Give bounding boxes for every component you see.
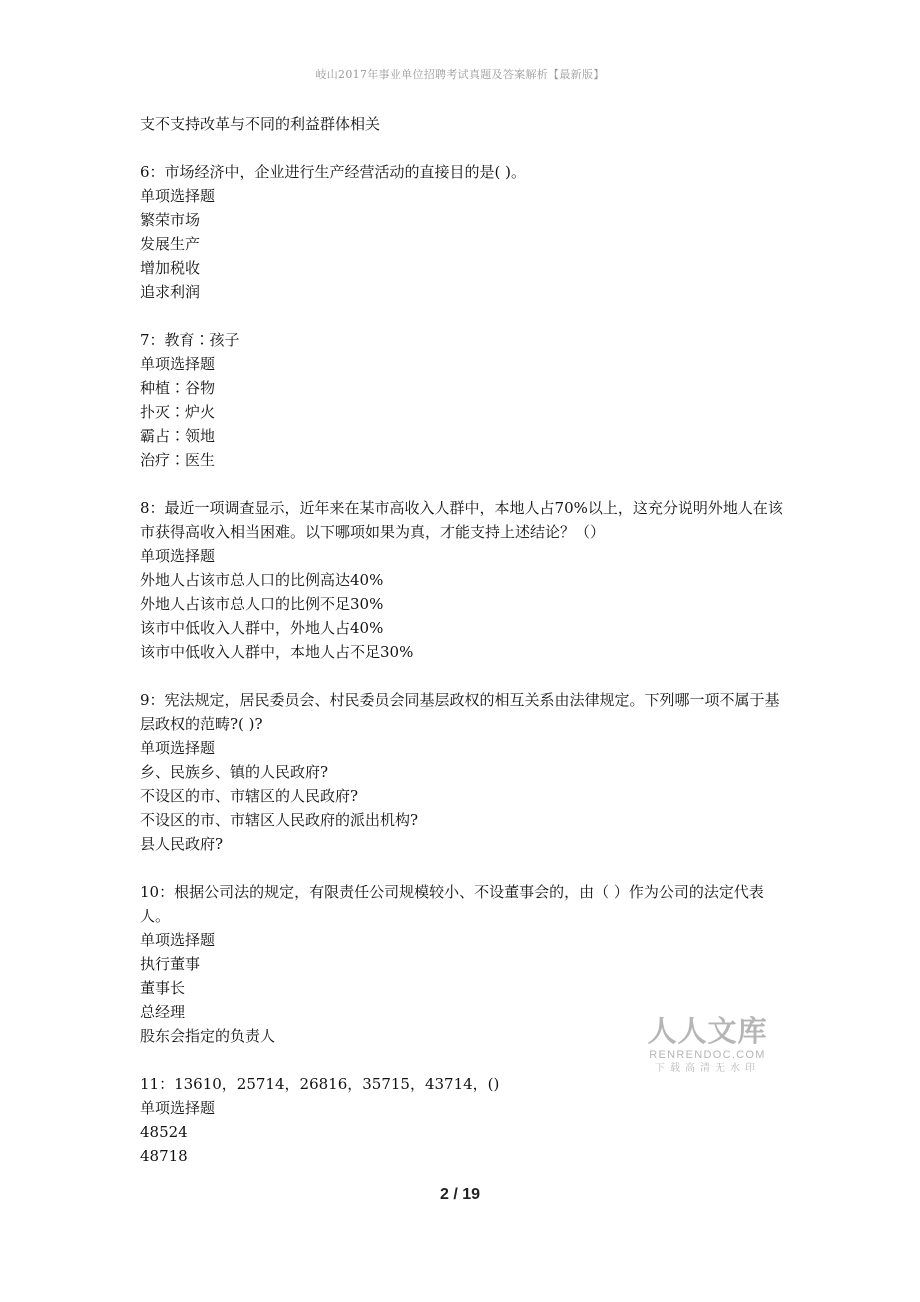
option-4: 股东会指定的负责人	[140, 1027, 276, 1045]
intro-line: 支不支持改革与不同的利益群体相关	[140, 115, 381, 133]
question-type: 单项选择题	[140, 547, 216, 565]
option-1: 48524	[140, 1123, 188, 1141]
option-4: 该市中低收入人群中，本地人占不足30%	[140, 643, 414, 661]
question-text: 10：根据公司法的规定，有限责任公司规模较小、不设董事会的，由（ ）作为公司的法定代表人。	[140, 883, 764, 925]
question-text: 9：宪法规定，居民委员会、村民委员会同基层政权的相互关系由法律规定。下列哪一项不属于基层政权的范畴?( )?	[140, 691, 780, 733]
question-7	[140, 328, 785, 472]
question-text: 8：最近一项调查显示，近年来在某市高收入人群中，本地人占70%以上，这充分说明外地人在该市获得高收入相当困难。以下哪项如果为真，才能支持上述结论？（）	[140, 499, 783, 541]
option-2: 扑灭∶炉火	[140, 403, 216, 421]
question-type: 单项选择题	[140, 931, 216, 949]
question-9	[140, 688, 785, 856]
option-1: 繁荣市场	[140, 211, 201, 229]
question-type: 单项选择题	[140, 739, 216, 757]
question-type: 单项选择题	[140, 1099, 216, 1117]
option-3: 总经理	[140, 1003, 186, 1021]
option-2: 外地人占该市总人口的比例不足30%	[140, 595, 384, 613]
page-header: 岐山2017年事业单位招聘考试真题及答案解析【最新版】	[315, 68, 605, 81]
option-4: 追求利润	[140, 283, 201, 301]
watermark-logo	[640, 1014, 775, 1076]
question-type: 单项选择题	[140, 187, 216, 205]
option-4: 县人民政府?	[140, 835, 224, 853]
question-8	[140, 496, 785, 664]
watermark-domain: RENRENDOC.COM	[649, 1049, 766, 1061]
watermark-subtitle: 下载高清无水印	[655, 1063, 760, 1074]
option-2: 发展生产	[140, 235, 201, 253]
question-6	[140, 160, 785, 304]
option-2: 不设区的市、市辖区的人民政府?	[140, 787, 359, 805]
page-number: 2 / 19	[439, 1186, 481, 1203]
option-1: 外地人占该市总人口的比例高达40%	[140, 571, 384, 589]
document-body	[140, 112, 785, 1168]
option-2: 董事长	[140, 979, 186, 997]
option-1: 乡、民族乡、镇的人民政府?	[140, 763, 329, 781]
question-text: 11：13610，25714，26816，35715，43714，()	[140, 1075, 500, 1093]
question-11	[140, 1072, 785, 1168]
question-text: 7：教育∶孩子	[140, 331, 240, 349]
option-3: 该市中低收入人群中，外地人占40%	[140, 619, 384, 637]
watermark-title: 人人文库	[647, 1014, 768, 1048]
option-3: 增加税收	[140, 259, 201, 277]
question-type: 单项选择题	[140, 355, 216, 373]
question-text: 6：市场经济中，企业进行生产经营活动的直接目的是( )。	[140, 163, 527, 181]
option-2: 48718	[140, 1147, 188, 1165]
option-3: 不设区的市、市辖区人民政府的派出机构?	[140, 811, 419, 829]
option-1: 种植∶谷物	[140, 379, 216, 397]
option-4: 治疗∶医生	[140, 451, 216, 469]
option-1: 执行董事	[140, 955, 201, 973]
option-3: 霸占∶领地	[140, 427, 216, 445]
